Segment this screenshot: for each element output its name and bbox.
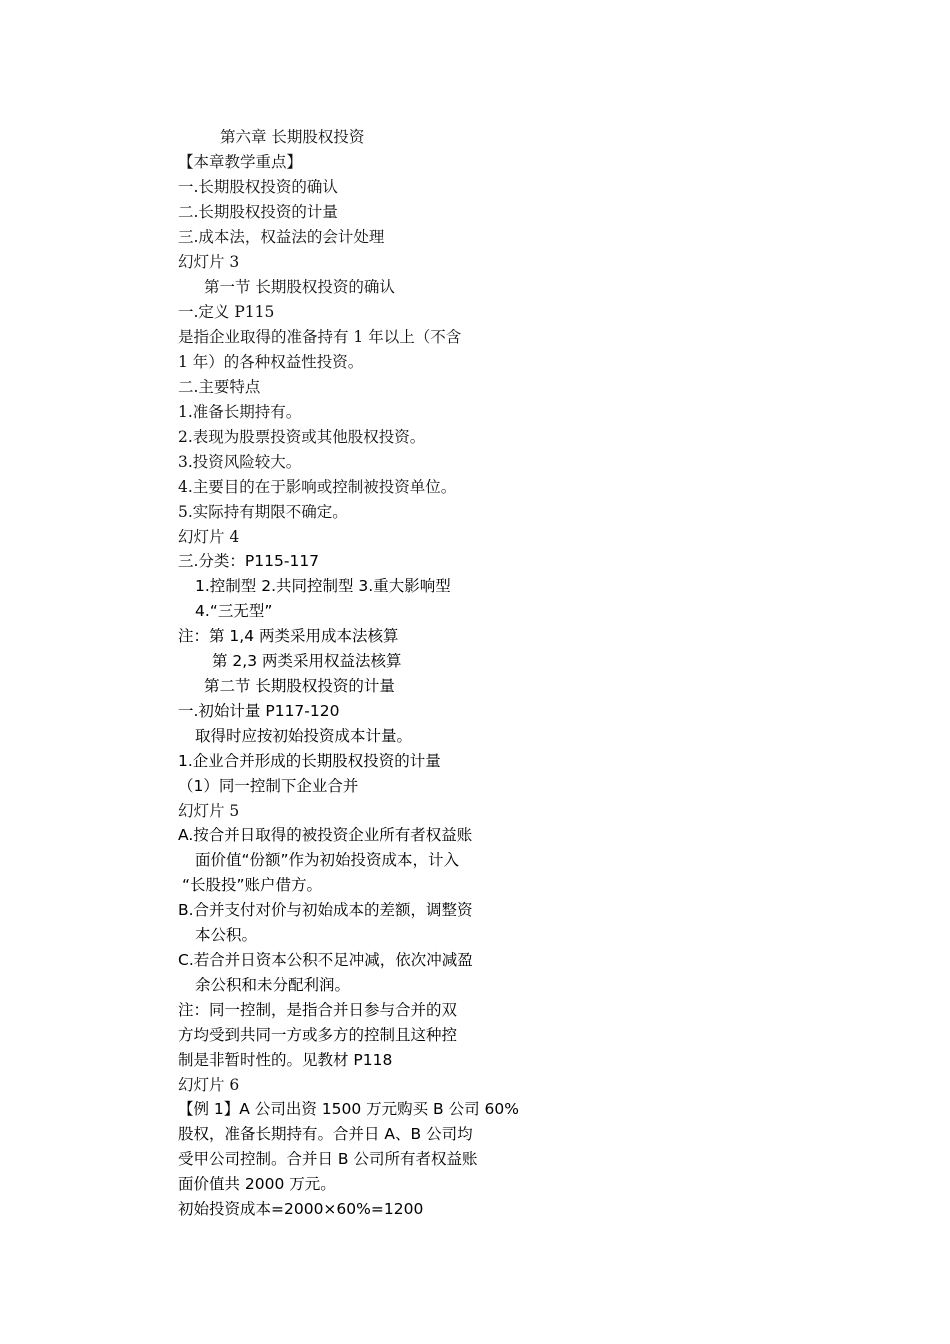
feature-item: 4.主要目的在于影响或控制被投资单位。 (178, 478, 457, 496)
classification-line: 4.“三无型” (195, 602, 273, 620)
slide-label: 幻灯片 3 (178, 253, 240, 271)
key-points-heading: 【本章教学重点】 (178, 153, 303, 171)
slide-label: 幻灯片 5 (178, 802, 240, 820)
section-title: 第二节 长期股权投资的计量 (204, 677, 395, 695)
merger-sub: （1）同一控制下企业合并 (178, 777, 359, 795)
example-line: 【例 1】A 公司出资 1500 万元购买 B 公司 60% (178, 1100, 519, 1118)
key-point-item: 二.长期股权投资的计量 (178, 203, 338, 221)
classification-line: 1.控制型 2.共同控制型 3.重大影响型 (195, 577, 451, 595)
note-line: 注：第 1,4 两类采用成本法核算 (178, 627, 399, 645)
item-a-line: A.按合并日取得的被投资企业所有者权益账 (178, 826, 473, 844)
merger-heading: 1.企业合并形成的长期股权投资的计量 (178, 752, 441, 770)
key-point-item: 一.长期股权投资的确认 (178, 178, 338, 196)
item-c-line: 余公积和未分配利润。 (195, 976, 351, 994)
key-point-item: 三.成本法，权益法的会计处理 (178, 228, 385, 246)
note-line: 注：同一控制，是指合并日参与合并的双 (178, 1001, 458, 1019)
item-b-line: 本公积。 (195, 926, 258, 944)
chapter-title: 第六章 长期股权投资 (220, 128, 365, 146)
slide-label: 幻灯片 4 (178, 528, 240, 546)
definition-text: 1 年）的各种权益性投资。 (178, 353, 364, 371)
definition-text: 是指企业取得的准备持有 1 年以上（不含 (178, 328, 462, 346)
example-line: 面价值共 2000 万元。 (178, 1175, 336, 1193)
classification-heading: 三.分类：P115-117 (178, 552, 320, 570)
example-calc: 初始投资成本=2000×60%=1200 (178, 1200, 424, 1218)
example-line: 股权，准备长期持有。合并日 A、B 公司均 (178, 1125, 473, 1143)
slide-label: 幻灯片 6 (178, 1076, 240, 1094)
item-b-line: B.合并支付对价与初始成本的差额，调整资 (178, 901, 473, 919)
feature-item: 3.投资风险较大。 (178, 453, 302, 471)
example-line: 受甲公司控制。合并日 B 公司所有者权益账 (178, 1150, 478, 1168)
feature-item: 1.准备长期持有。 (178, 403, 302, 421)
section-title: 第一节 长期股权投资的确认 (204, 278, 395, 296)
initial-text: 取得时应按初始投资成本计量。 (195, 727, 413, 745)
feature-item: 2.表现为股票投资或其他股权投资。 (178, 428, 426, 446)
item-a-line: 面价值“份额”作为初始投资成本，计入 (195, 851, 460, 869)
item-c-line: C.若合并日资本公积不足冲减，依次冲减盈 (178, 951, 473, 969)
definition-heading: 一.定义 P115 (178, 303, 275, 321)
note-line: 制是非暂时性的。见教材 P118 (178, 1051, 393, 1069)
feature-item: 5.实际持有期限不确定。 (178, 503, 348, 521)
features-heading: 二.主要特点 (178, 378, 261, 396)
note-line: 第 2,3 两类采用权益法核算 (212, 652, 402, 670)
note-line: 方均受到共同一方或多方的控制且这种控 (178, 1026, 458, 1044)
item-a-line: “长股投”账户借方。 (182, 876, 323, 894)
initial-heading: 一.初始计量 P117-120 (178, 702, 340, 720)
